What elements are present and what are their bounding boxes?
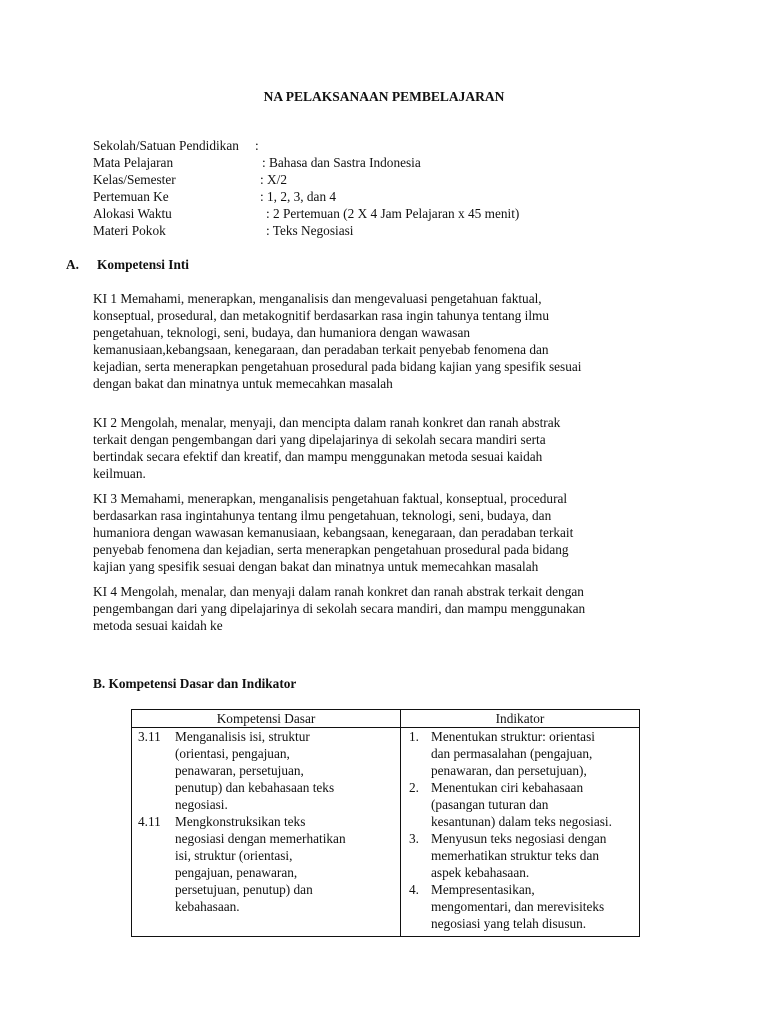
indikator-item [407,779,633,830]
ki4-paragraph [93,583,683,634]
kd-number: 4.11 [138,814,161,829]
kd-item [138,728,396,813]
identity-label: Sekolah/Satuan Pendidikan [93,138,239,153]
kd-line: isi, struktur (orientasi, [175,848,293,863]
indikator-number: 3. [409,831,419,846]
table-header-row [132,710,640,728]
ki1-line: dengan bakat dan minatnya untuk memecahkan masalah [93,376,393,391]
indikator-line: kesantunan) dalam teks negosiasi. [431,814,612,829]
identity-value: : X/2 [260,172,287,187]
identity-value: : 1, 2, 3, dan 4 [260,189,337,204]
ki2-line: keilmuan. [93,466,146,481]
page-title: NA PELAKSANAAN PEMBELAJARAN [263,89,505,104]
kd-line: Mengkonstruksikan teks [175,814,306,829]
ki2-line: terkait dengan pengembangan dari yang dipelajarinya di sekolah secara mandiri serta [93,432,546,447]
kd-cell [132,728,401,937]
indikator-line: dan permasalahan (pengajuan, [431,746,593,761]
indikator-number: 1. [409,729,419,744]
ki3-paragraph [93,490,683,575]
identity-label: Mata Pelajaran [93,155,174,170]
ki3-line: humaniora dengan wawasan kemanusiaan, kebangsaan, kenegaraan, dan peradaban terkait [93,525,574,540]
ki4-line: metoda sesuai kaidah ke [93,618,223,633]
ki3-line: berdasarkan rasa ingintahunya tentang ilmu pengetahuan, teknologi, seni, budaya, dan [93,508,552,523]
identity-value: : 2 Pertemuan (2 X 4 Jam Pelajaran x 45 menit) [266,206,520,221]
indikator-number: 4. [409,882,419,897]
ki1-line: kejadian, serta menerapkan pengetahuan prosedural pada bidang kajian yang spesifik sesuai [93,359,582,374]
table-header-kd: Kompetensi Dasar [132,710,401,728]
section-b-heading: B. Kompetensi Dasar dan Indikator [93,676,297,691]
kd-item [138,813,396,915]
kd-line: (orientasi, pengajuan, [175,746,290,761]
identity-label: Pertemuan Ke [93,189,169,204]
indikator-line: Menentukan ciri kebahasaan [431,780,584,795]
kd-line: negosiasi dengan memerhatikan [175,831,346,846]
kd-line: penutup) dan kebahasaan teks [175,780,335,795]
kd-number: 3.11 [138,729,161,744]
indikator-item [407,830,633,881]
kd-line: penawaran, persetujuan, [175,763,304,778]
indikator-line: mengomentari, dan merevisiteks [431,899,605,914]
ki1-line: kemanusiaan,kebangsaan, kenegaraan, dan peradaban terkait penyebab fenomena dan [93,342,549,357]
competency-table [131,709,640,937]
identity-value: : [255,138,259,153]
section-a-heading [66,256,189,273]
ki4-line: pengembangan dari yang dipelajarinya di sekolah secara mandiri, dan mampu menggunakan [93,601,586,616]
indikator-cell [401,728,640,937]
identity-label: Alokasi Waktu [93,206,172,221]
ki3-line: KI 3 Memahami, menerapkan, menganalisis pengetahuan faktual, konseptual, procedural [93,491,568,506]
indikator-number: 2. [409,780,419,795]
indikator-line: negosiasi yang telah disusun. [431,916,587,931]
ki4-line: KI 4 Mengolah, menalar, dan menyaji dalam ranah konkret dan ranah abstrak terkait dengan [93,584,584,599]
kd-line: Menganalisis isi, struktur [175,729,310,744]
kd-line: kebahasaan. [175,899,240,914]
indikator-line: (pasangan tuturan dan [431,797,549,812]
ki3-line: penyebab fenomena dan kejadian, serta menerapkan pengetahuan prosedural pada bidang [93,542,569,557]
ki1-line: KI 1 Memahami, menerapkan, menganalisis dan mengevaluasi pengetahuan faktual, [93,291,542,306]
indikator-line: Menentukan struktur: orientasi [431,729,595,744]
section-a-letter: A. [66,257,79,272]
kd-line: pengajuan, penawaran, [175,865,298,880]
table-header-indikator: Indikator [401,710,640,728]
indikator-line: memerhatikan struktur teks dan [431,848,600,863]
ki3-line: kajian yang spesifik sesuai dengan bakat dan minatnya untuk memecahkan masalah [93,559,539,574]
identity-label: Kelas/Semester [93,172,176,187]
indikator-line: Menyusun teks negosiasi dengan [431,831,607,846]
identity-label: Materi Pokok [93,223,166,238]
identity-value: : Bahasa dan Sastra Indonesia [262,155,421,170]
indikator-line: penawaran, dan persetujuan), [431,763,587,778]
ki1-line: pengetahuan, teknologi, seni, budaya, dan humaniora dengan wawasan [93,325,470,340]
indikator-item [407,728,633,779]
ki2-line: KI 2 Mengolah, menalar, menyaji, dan mencipta dalam ranah konkret dan ranah abstrak [93,415,561,430]
indikator-line: Mempresentasikan, [431,882,535,897]
ki2-paragraph [93,414,683,482]
identity-value: : Teks Negosiasi [266,223,354,238]
indikator-line: aspek kebahasaan. [431,865,530,880]
indikator-item [407,881,633,932]
kd-line: persetujuan, penutup) dan [175,882,313,897]
kd-line: negosiasi. [175,797,228,812]
ki2-line: bertindak secara efektif dan kreatif, dan mampu menggunakan metoda sesuai kaidah [93,449,543,464]
ki1-paragraph [93,290,683,392]
table-row [132,728,640,937]
ki1-line: konseptual, prosedural, dan metakognitif berdasarkan rasa ingin tahunya tentang ilmu [93,308,550,323]
section-a-title: Kompetensi Inti [97,257,189,272]
